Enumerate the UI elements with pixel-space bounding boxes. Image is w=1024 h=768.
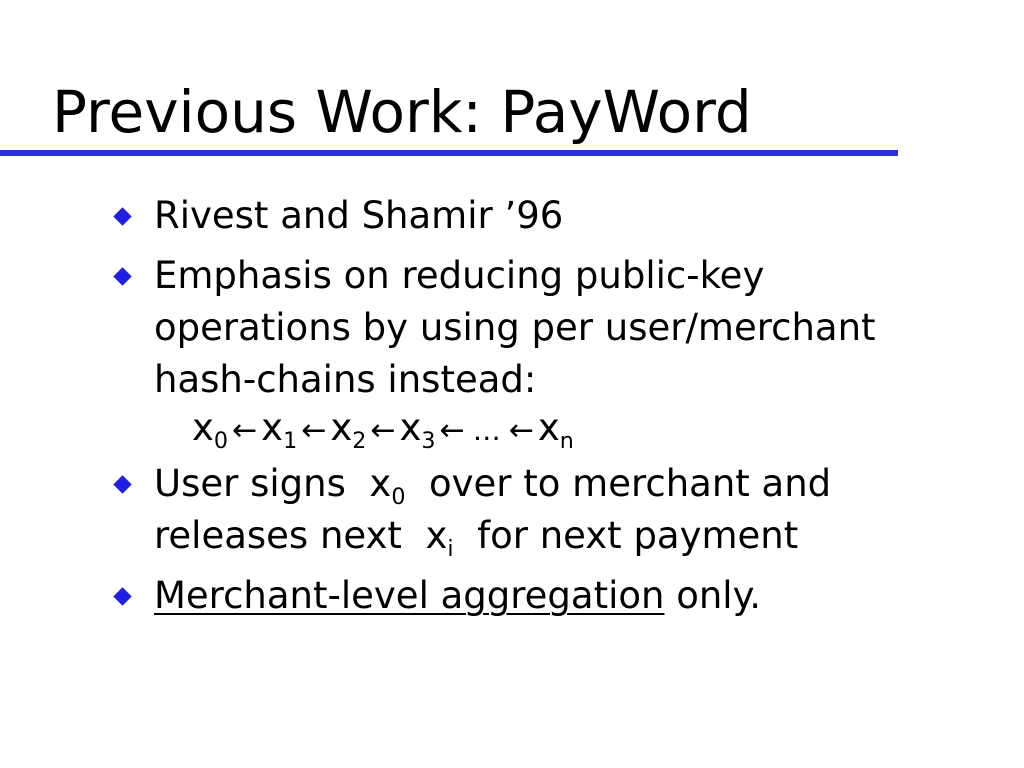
bullet-text — [154, 458, 994, 562]
bullet-line: Merchant-level aggregation only. — [154, 574, 761, 617]
chain-term: $x_0$ — [192, 406, 229, 454]
bullet-text — [154, 570, 994, 622]
bullet-line: Rivest and Shamir ’96 — [154, 194, 564, 237]
left-arrow-icon: ← — [508, 413, 534, 448]
bullet-line: Emphasis on reducing public-key — [154, 254, 765, 297]
chain-term: $x_1$ — [261, 406, 298, 454]
math-var: $x_i$ — [425, 514, 454, 562]
left-arrow-icon: ← — [232, 413, 258, 448]
bullet-text — [154, 250, 994, 406]
bullet-text — [154, 190, 994, 242]
diamond-bullet-icon — [113, 207, 131, 225]
left-arrow-icon: ← — [370, 413, 396, 448]
diamond-bullet-icon — [113, 267, 131, 285]
bullet-line: hash-chains instead: — [154, 358, 537, 401]
diamond-bullet-icon — [113, 587, 131, 605]
chain-ellipsis: … — [472, 414, 501, 447]
underlined-phrase: Merchant-level aggregation — [154, 574, 665, 617]
bullet-line: operations by using per user/merchant — [154, 306, 876, 349]
chain-term: $x_2$ — [330, 406, 367, 454]
bullet-line: releases next $x_i$ for next payment — [154, 514, 799, 562]
chain-term: $x_3$ — [399, 406, 436, 454]
bullet-line: User signs $x_0$ over to merchant and — [154, 462, 832, 510]
slide-title: Previous Work: PayWord — [52, 78, 752, 146]
left-arrow-icon: ← — [301, 413, 327, 448]
diamond-bullet-icon — [113, 475, 131, 493]
math-var: $x_0$ — [369, 462, 406, 510]
hash-chain-formula — [192, 402, 574, 457]
left-arrow-icon: ← — [439, 413, 465, 448]
chain-term: $x_n$ — [537, 406, 574, 454]
title-underline-rule — [0, 150, 898, 156]
